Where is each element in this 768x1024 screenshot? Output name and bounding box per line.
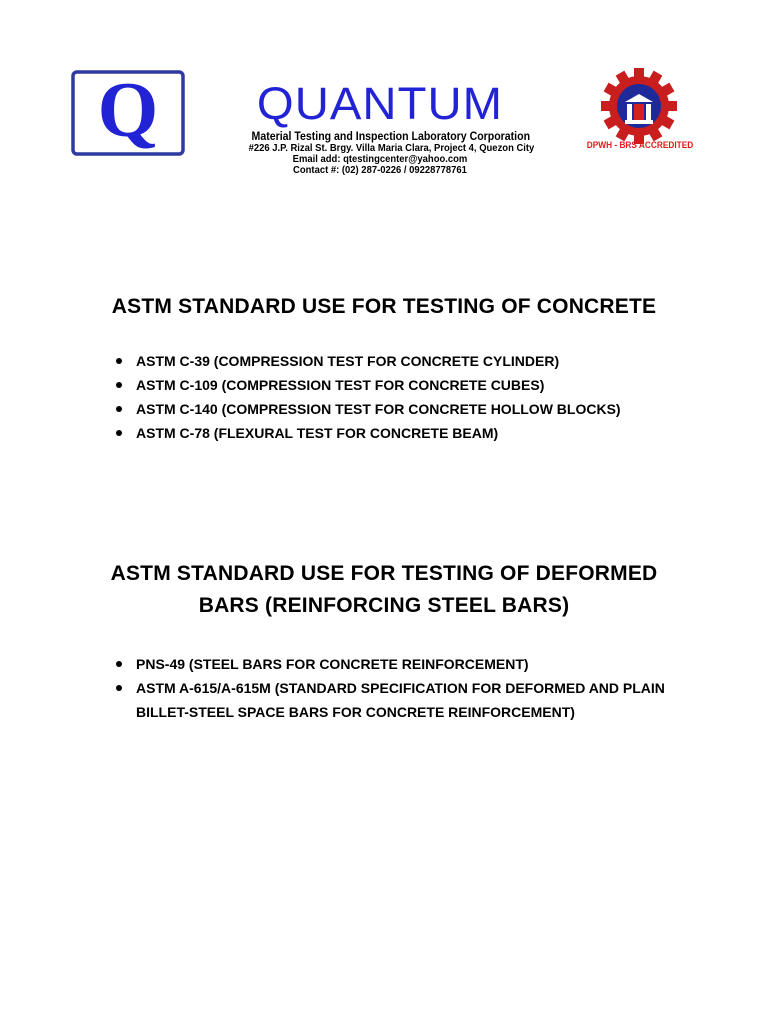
list-item-text: ASTM A-615/A-615M (STANDARD SPECIFICATION FOR DEFORMED AND PLAIN BILLET-STEEL SPACE BARS FOR CONCRETE REINFORCEMENT) <box>136 680 665 720</box>
list-item-text: ASTM C-109 (COMPRESSION TEST FOR CONCRETE CUBES) <box>136 377 545 393</box>
bullet-icon <box>116 406 122 412</box>
logo-letter: Q <box>97 70 159 153</box>
company-name: QUANTUM <box>256 78 504 129</box>
bullet-icon <box>116 685 122 691</box>
list-item <box>108 349 708 373</box>
bullet-icon <box>116 358 122 364</box>
bullet-icon <box>116 430 122 436</box>
section-heading-deformed-bars <box>60 558 708 622</box>
company-address: #226 J.P. Rizal St. Brgy. Villa Maria Clara, Project 4, Quezon City <box>248 142 535 154</box>
company-email: Email add: qtestingcenter@yahoo.com <box>292 153 468 165</box>
list-item <box>108 652 708 676</box>
heading-line: ASTM STANDARD USE FOR TESTING OF DEFORMED <box>110 562 658 585</box>
list-item <box>108 676 708 724</box>
bullet-icon <box>116 661 122 667</box>
dpwh-gear-seal-icon <box>601 68 677 144</box>
accreditation-label: DPWH - BRS ACCREDITED <box>586 140 694 150</box>
list-item <box>108 421 708 445</box>
company-block <box>234 78 535 176</box>
concrete-standards-list <box>108 349 708 445</box>
bullet-icon <box>116 382 122 388</box>
list-item-text: PNS-49 (STEEL BARS FOR CONCRETE REINFORCEMENT) <box>136 656 529 672</box>
list-item-text: ASTM C-140 (COMPRESSION TEST FOR CONCRETE HOLLOW BLOCKS) <box>136 401 621 417</box>
heading-line: BARS (REINFORCING STEEL BARS) <box>198 594 570 617</box>
list-item <box>108 397 708 421</box>
steel-bar-standards-list <box>108 652 708 724</box>
heading-line: ASTM STANDARD USE FOR TESTING OF CONCRETE <box>111 295 657 318</box>
list-item-text: ASTM C-78 (FLEXURAL TEST FOR CONCRETE BEAM) <box>136 425 499 441</box>
list-item-text: ASTM C-39 (COMPRESSION TEST FOR CONCRETE CYLINDER) <box>136 353 560 369</box>
company-subtitle: Material Testing and Inspection Laboratory Corporation <box>251 129 531 143</box>
company-contact: Contact #: (02) 287-0226 / 09228778761 <box>293 164 467 176</box>
quantum-q-logo <box>71 70 185 156</box>
list-item <box>108 373 708 397</box>
letterhead <box>0 0 768 200</box>
section-heading-concrete <box>60 291 708 323</box>
